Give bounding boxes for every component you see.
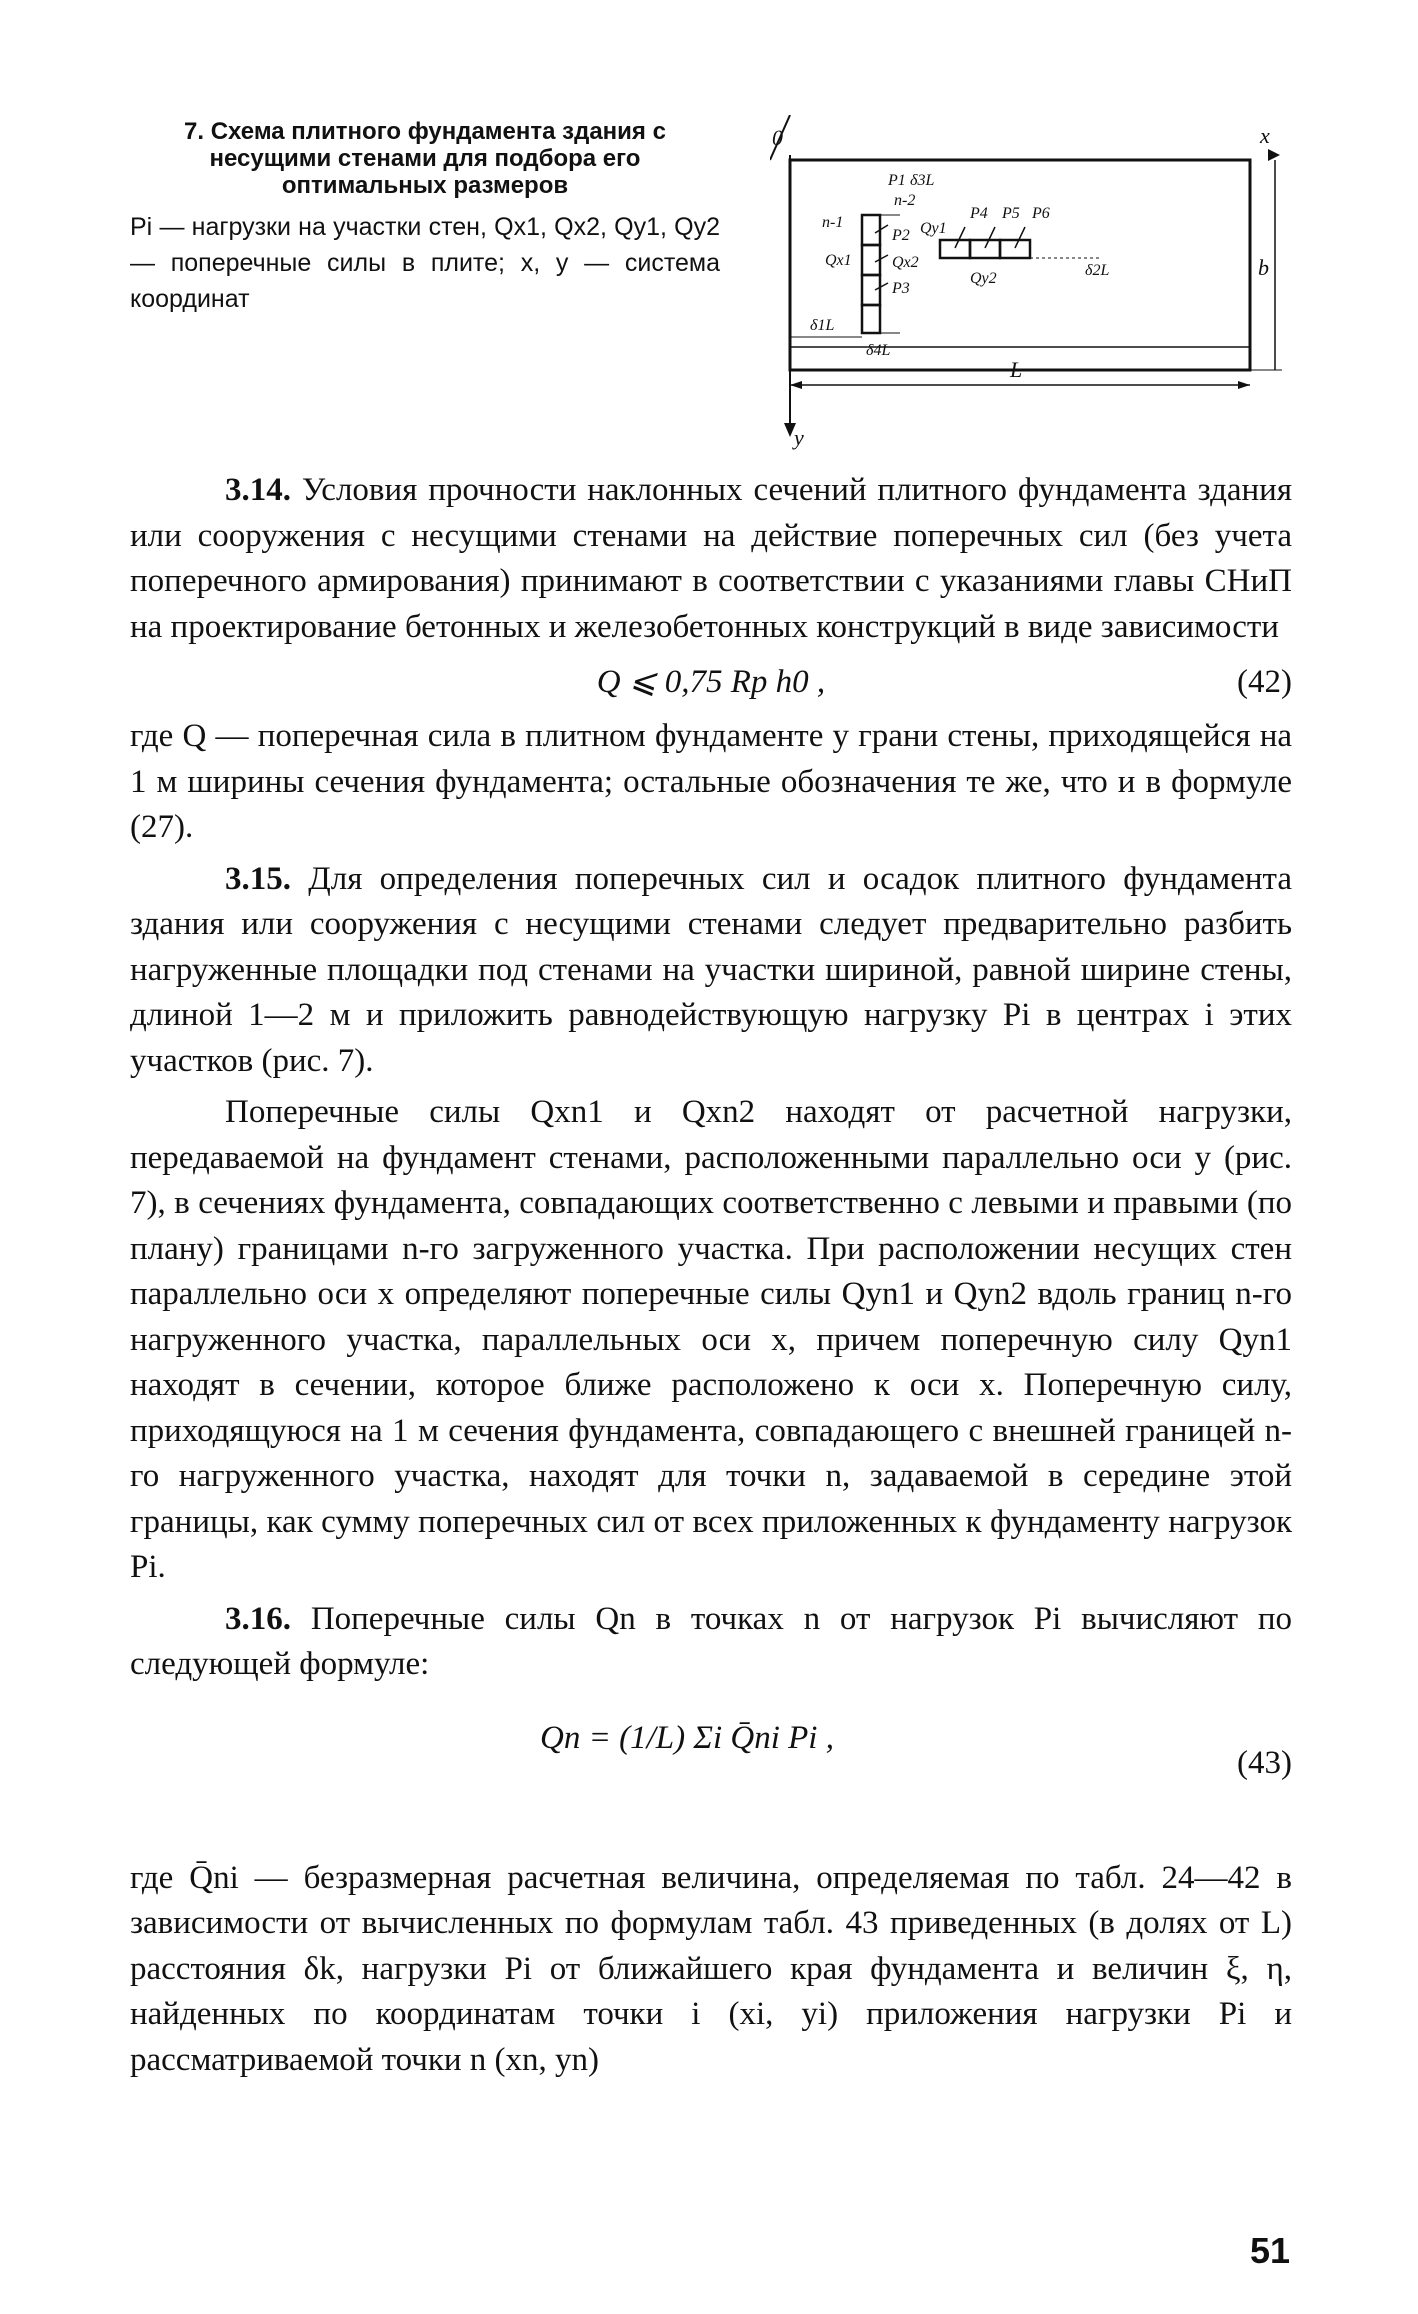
paragraph-after-43: где Q̄ni — безразмерная расчетная величина, определяемая по табл. 24—42 в зависимости от вычисленных по формулам табл. 43 приведенных (в долях от L) расстояния δk, нагрузки Pi от ближайшего края фундамента и величин ξ, η, найденных по координатам точки i (xi, yi) приложения нагрузки Pi и рассматриваемой точки n (xn, yn) bbox=[130, 1859, 1292, 2078]
formula-42 bbox=[130, 656, 1292, 708]
label-n2: n-2 bbox=[894, 192, 916, 209]
wall-segment bbox=[862, 305, 880, 333]
paragraph-text: Условия прочности наклонных сечений плитного фундамента здания или сооружения с несущими стенами на действие поперечных сил (без учета поперечного армирования) принимают в соответствии с указаниями главы СНиП на проектирование бетонных и железобетонных конструкций в виде зависимости bbox=[130, 472, 1293, 645]
wall-segment bbox=[970, 240, 1000, 258]
label-p6: P6 bbox=[1032, 205, 1050, 222]
paragraph-after-42: где Q — поперечная сила в плитном фундаменте у грани стены, приходящейся на 1 м ширины сечения фундамента; остальные обозначения те же, что и в формуле (27). bbox=[130, 718, 1292, 845]
load-arrow-p4 bbox=[955, 227, 965, 248]
formula-42-expression: Q ⩽ 0,75 Rp h0 , bbox=[596, 664, 826, 700]
label-qx1: Qx1 bbox=[825, 252, 852, 269]
wall-segment bbox=[862, 275, 880, 305]
figure-caption-text: Pi — нагрузки на участки стен, Qx1, Qx2, Qy1, Qy2 — поперечные силы в плите; x, y — система координат bbox=[130, 213, 720, 313]
wall-segment bbox=[862, 215, 880, 245]
label-p4: P4 bbox=[970, 205, 988, 222]
paragraph-text: Поперечные силы Qn в точках n от нагрузок Pi вычисляют по следующей формуле: bbox=[130, 1600, 1293, 1682]
load-arrow-p3 bbox=[875, 283, 888, 290]
label-qx2: Qx2 bbox=[892, 254, 919, 271]
figure-caption bbox=[130, 118, 720, 317]
label-d4l: δ4L bbox=[866, 342, 891, 359]
label-d3l: δ3L bbox=[910, 172, 935, 189]
section-number: 3.16. bbox=[225, 1600, 291, 1637]
paragraph-text: Для определения поперечных сил и осадок плитного фундамента здания или сооружения с несущими стенами следует предварительно разбить нагруженные площадки под стенами на участки шириной, равной ширине стены, длиной 1—2 м и приложить равнодействующую нагрузку Pi в центрах i этих участков (рис. 7). bbox=[130, 860, 1293, 1079]
dimension-l-arrow-right bbox=[1238, 381, 1250, 389]
section-number: 3.14. bbox=[225, 472, 291, 508]
origin-label: 0 bbox=[772, 125, 783, 150]
x-axis-arrow bbox=[1268, 149, 1280, 161]
label-qy1: Qy1 bbox=[920, 220, 947, 237]
label-p5: P5 bbox=[1002, 205, 1020, 222]
label-qy2: Qy2 bbox=[970, 270, 997, 287]
figure-caption-title: 7. Схема плитного фундамента здания с несущими стенами для подбора его оптимальных размеров bbox=[184, 118, 666, 199]
wall-segment bbox=[1000, 240, 1030, 258]
paragraph-3-14 bbox=[130, 468, 1292, 650]
section-number: 3.15. bbox=[225, 860, 291, 897]
formula-43 bbox=[130, 1696, 1292, 1846]
formula-43-number: (43) bbox=[1237, 1744, 1292, 1781]
load-arrow-p1 bbox=[875, 225, 888, 233]
label-n1: n-1 bbox=[822, 214, 844, 231]
paragraph-3-16 bbox=[130, 1597, 1292, 1688]
label-d1l: δ1L bbox=[810, 317, 835, 334]
label-p1: P1 bbox=[888, 172, 906, 189]
y-axis-label: y bbox=[794, 425, 804, 450]
page-body bbox=[130, 468, 1292, 2089]
wall-segment bbox=[940, 240, 970, 258]
label-p2: P2 bbox=[892, 227, 910, 244]
plate-outline bbox=[790, 160, 1250, 370]
formula-42-number: (42) bbox=[1237, 664, 1292, 700]
label-d2l: δ2L bbox=[1085, 262, 1110, 279]
page-number: 51 bbox=[1249, 2230, 1290, 2271]
paragraph-transverse-forces: Поперечные силы Qxn1 и Qxn2 находят от расчетной нагрузки, передаваемой на фундамент стенами, расположенными параллельно оси y (рис. 7), в сечениях фундамента, совпадающих соответственно с левыми и правыми (по плану) границами n-го загруженного участка. При расположении несущих стен параллельно оси x определяют поперечные силы Qyn1 и Qyn2 вдоль границ n-го нагруженного участка, параллельных оси x, причем поперечную силу Qyn1 находят в сечении, которое ближе расположено к оси x. Поперечную силу, приходящуюся на 1 м сечения фундамента, совпадающего с внешней границей n-го нагруженного участка, находят для точки n, задаваемой в середине этой границы, как сумму поперечных сил от всех приложенных к фундаменту нагрузок Pi. bbox=[130, 1094, 1292, 1585]
dimension-l-arrow-left bbox=[790, 381, 802, 389]
formula-43-expression: Qn = (1/L) Σi Q̄ni Pi , bbox=[540, 1719, 834, 1756]
load-arrow-p2 bbox=[875, 255, 888, 262]
width-label: b bbox=[1258, 255, 1269, 280]
load-arrow-p6 bbox=[1015, 227, 1025, 248]
foundation-scheme bbox=[770, 115, 1290, 455]
label-p3: P3 bbox=[892, 280, 910, 297]
paragraph-3-15 bbox=[130, 857, 1292, 1085]
x-axis-label: x bbox=[1260, 123, 1270, 148]
load-arrow-p5 bbox=[985, 227, 995, 248]
figure-diagram bbox=[770, 115, 1290, 455]
length-label: L bbox=[1010, 357, 1023, 382]
